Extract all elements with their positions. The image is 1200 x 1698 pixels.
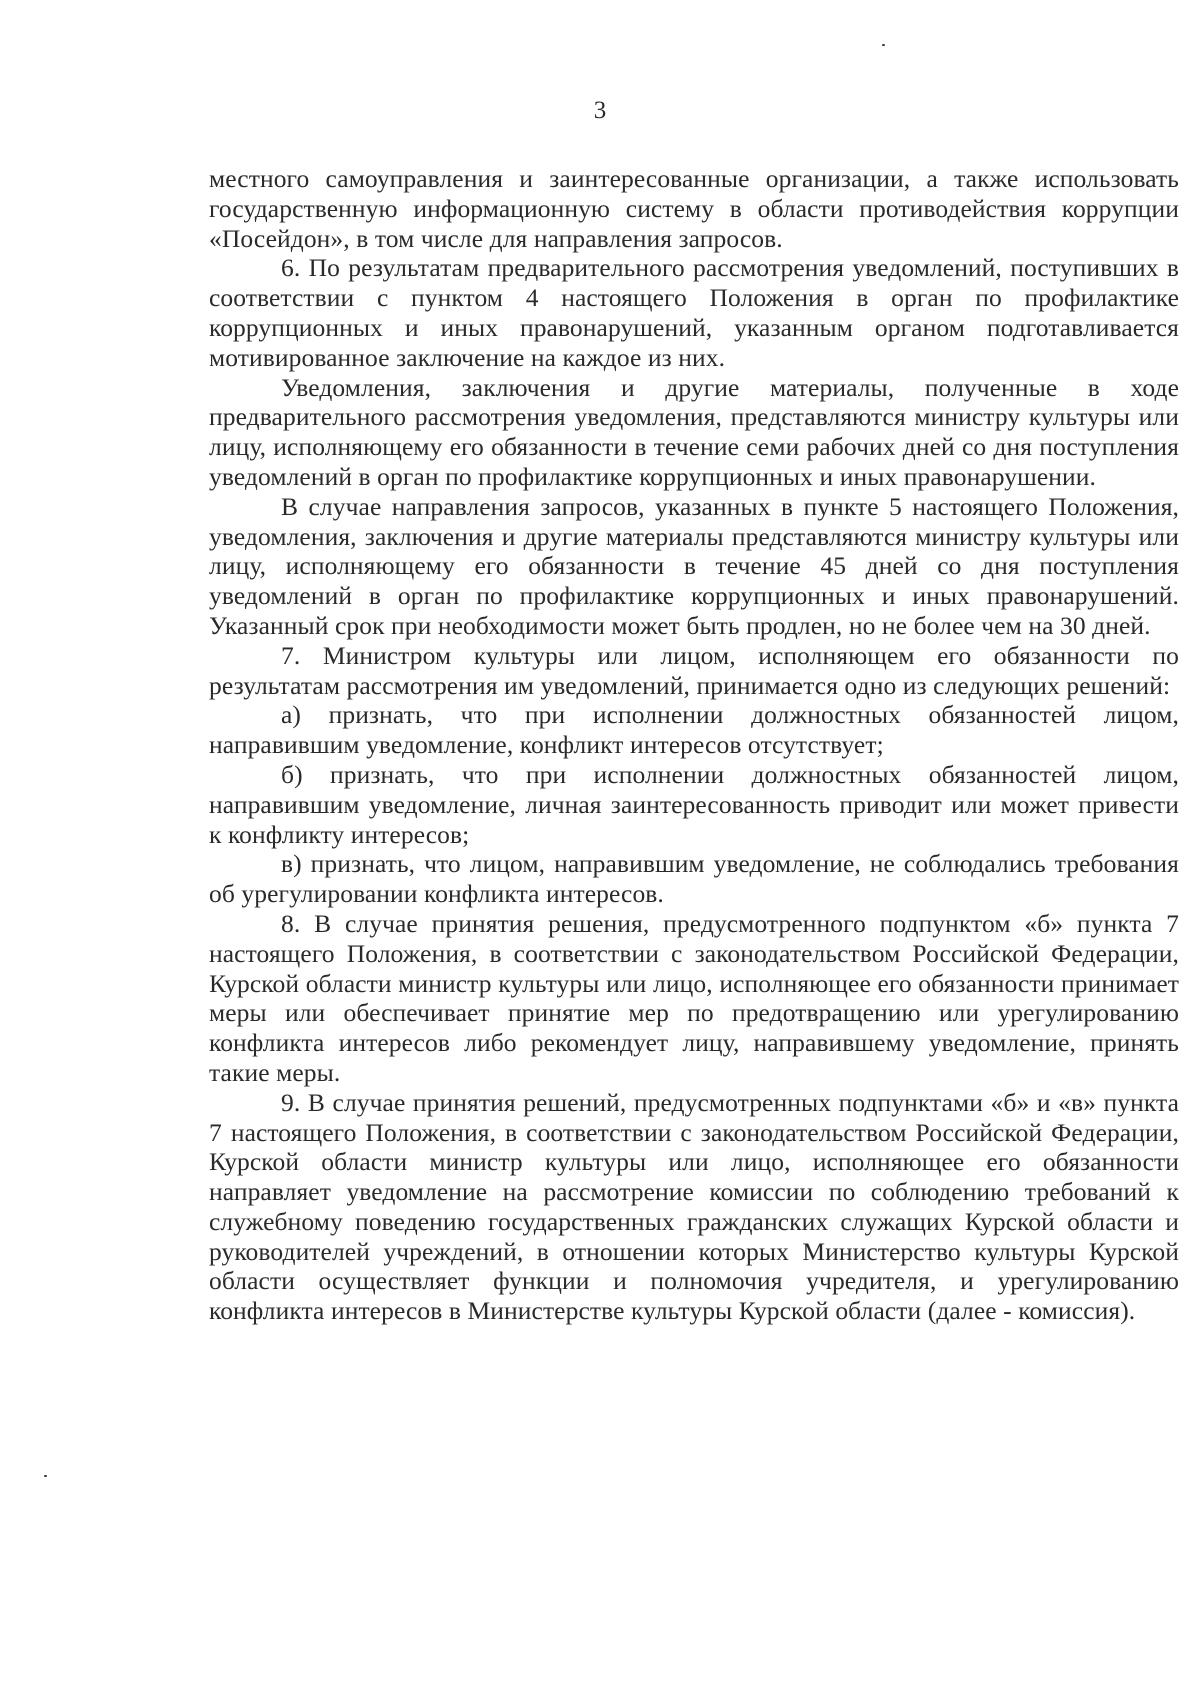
scan-speck-top (882, 44, 885, 46)
subparagraph-a: а) признать, что при исполнении должностных обязанностей лицом, направившим уведомление, конфликт интересов отсутствует; (209, 700, 1179, 760)
subparagraph-v: в) признать, что лицом, направившим уведомление, не соблюдались требования об урегулировании конфликта интересов. (209, 849, 1179, 909)
scan-speck-left (44, 1475, 47, 1477)
paragraph-item-8: 8. В случае принятия решения, предусмотренного подпунктом «б» пункта 7 настоящего Положения, в соответствии с законодательством Российской Федерации, Курской области министр культуры или лицо, исполняющее его обязанности принимает меры или обеспечивает принятие мер по предотвращению или урегулированию конфликта интересов либо рекомендует лицу, направившему уведомление, принять такие меры. (209, 908, 1179, 1087)
paragraph-requests-deadline: В случае направления запросов, указанных в пункте 5 настоящего Положения, уведомления, заключения и другие материалы представляются министру культуры или лицу, исполняющему его обязанности в течение 45 дней со дня поступления уведомлений в орган по профилактике коррупционных и иных правонарушений. Указанный срок при необходимости может быть продлен, но не более чем на 30 дней. (209, 491, 1179, 640)
paragraph-notifications-submission: Уведомления, заключения и другие материалы, полученные в ходе предварительного рассмотрения уведомления, представляются министру культуры или лицу, исполняющему его обязанности в течение семи рабочих дней со дня поступления уведомлений в орган по профилактике коррупционных и иных правонарушении. (209, 372, 1179, 491)
paragraph-continuation: местного самоуправления и заинтересованные организации, а также использовать государственную информационную систему в области противодействия коррупции «Посейдон», в том числе для направления запросов. (209, 164, 1179, 253)
subparagraph-b: б) признать, что при исполнении должностных обязанностей лицом, направившим уведомление, личная заинтересованность приводит или может привести к конфликту интересов; (209, 759, 1179, 849)
document-body (209, 164, 1179, 1326)
paragraph-item-7: 7. Министром культуры или лицом, исполняющем его обязанности по результатам рассмотрения им уведомлений, принимается одно из следующих решений: (209, 640, 1179, 700)
paragraph-item-9: 9. В случае принятия решений, предусмотренных подпунктами «б» и «в» пункта 7 настоящего Положения, в соответствии с законодательством Российской Федерации, Курской области министр культуры или лицо, исполняющее его обязанности направляет уведомление на рассмотрение комиссии по соблюдению требований к служебному поведению государственных гражданских служащих Курской области и руководителей учреждений, в отношении которых Министерство культуры Курской области осуществляет функции и полномочия учредителя, и урегулированию конфликта интересов в Министерстве культуры Курской области (далее - комиссия). (209, 1087, 1179, 1326)
paragraph-item-6: 6. По результатам предварительного рассмотрения уведомлений, поступивших в соответствии с пунктом 4 настоящего Положения в орган по профилактике коррупционных и иных правонарушений, указанным органом подготавливается мотивированное заключение на каждое из них. (209, 253, 1179, 372)
page-number: 3 (593, 97, 607, 124)
